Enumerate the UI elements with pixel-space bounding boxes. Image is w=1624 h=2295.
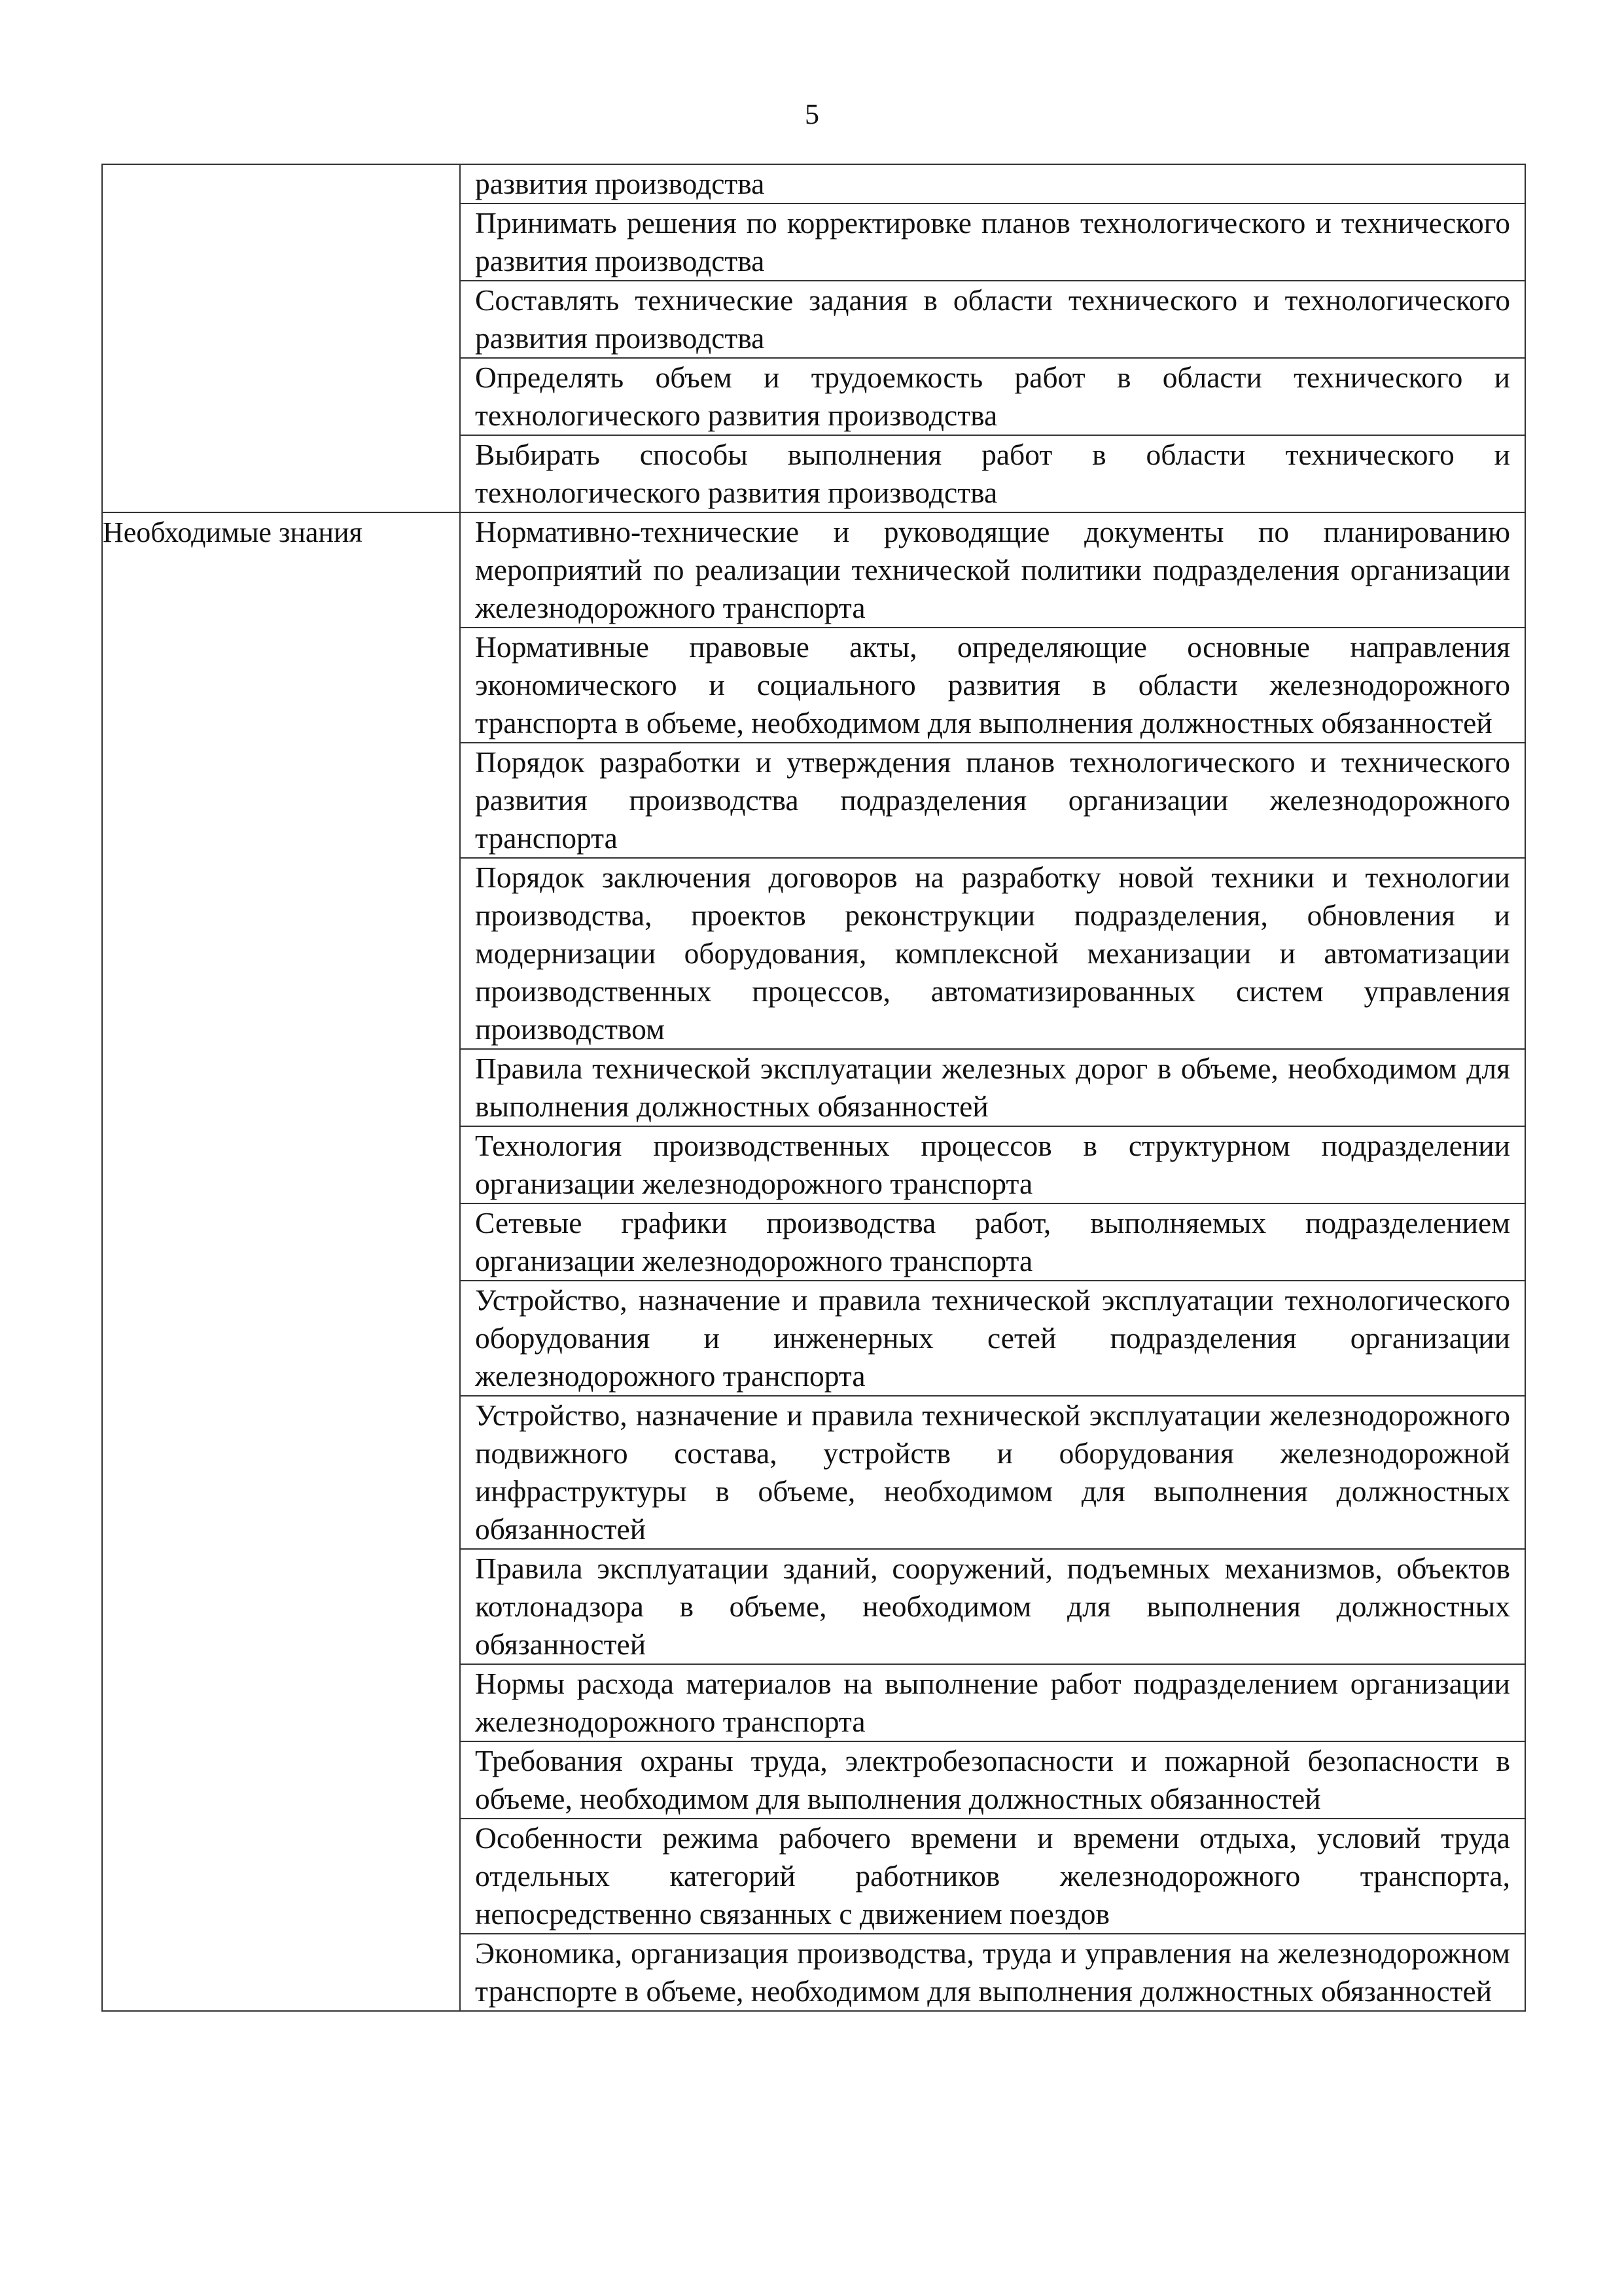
row-label: Необходимые знания [103, 516, 362, 548]
table-cell-item: Правила эксплуатации зданий, сооружений, подъемных механизмов, объектов котлонадзора в объеме, необходимом для выполнения должностных обязанностей [461, 1548, 1525, 1663]
table-cell-item: развития производства [475, 167, 765, 200]
table-cell-item: Устройство, назначение и правила технической эксплуатации технологического оборудования и инженерных сетей подразделения организации железнодорожного транспорта [461, 1280, 1525, 1395]
table-cell-item: Порядок заключения договоров на разработку новой техники и технологии производства, проектов реконструкции подразделения, обновления и модернизации оборудования, комплексной механизации и автоматизации производственных процессов, автоматизированных систем управления производством [461, 857, 1525, 1048]
table-cell-item: Правила технической эксплуатации железных дорог в объеме, необходимом для выполнения должностных обязанностей [461, 1048, 1525, 1126]
table-cell-item: Определять объем и трудоемкость работ в области технического и технологического развития производства [461, 357, 1525, 435]
table-cell-item: Выбирать способы выполнения работ в области технического и технологического развития производства [461, 435, 1525, 512]
table-cell-item: Устройство, назначение и правила технической эксплуатации железнодорожного подвижного состава, устройств и оборудования железнодорожной инфраструктуры в объеме, необходимом для выполнения должностных обязанностей [461, 1395, 1525, 1548]
table-cell-item: Сетевые графики производства работ, выполняемых подразделением организации железнодорожного транспорта [461, 1203, 1525, 1280]
table-cell-item: Принимать решения по корректировке планов технологического и технического развития производства [461, 203, 1525, 280]
row-items-cell [460, 512, 1525, 2011]
table-cell-item: Нормативные правовые акты, определяющие основные направления экономического и социального развития в области железнодорожного транспорта в объеме, необходимом для выполнения должностных обязанностей [461, 627, 1525, 742]
table-row [102, 512, 1525, 2011]
table-row [102, 164, 1525, 512]
table-cell-item: Нормы расхода материалов на выполнение работ подразделением организации железнодорожного транспорта [461, 1663, 1525, 1741]
table-cell-item: Требования охраны труда, электробезопасности и пожарной безопасности в объеме, необходимом для выполнения должностных обязанностей [461, 1741, 1525, 1818]
table-cell-item: Порядок разработки и утверждения планов технологического и технического развития производства подразделения организации железнодорожного транспорта [461, 742, 1525, 857]
row-label-cell [102, 164, 460, 512]
table-cell-item: Технология производственных процессов в структурном подразделении организации железнодорожного транспорта [461, 1126, 1525, 1203]
page-number: 5 [805, 98, 819, 130]
table-cell-item: Составлять технические задания в области технического и технологического развития производства [461, 280, 1525, 357]
requirements-table [101, 164, 1526, 2012]
row-items-cell [460, 164, 1525, 512]
table-cell-item: Экономика, организация производства, труда и управления на железнодорожном транспорте в объеме, необходимом для выполнения должностных обязанностей [461, 1933, 1525, 2010]
table-cell-item: Нормативно-технические и руководящие документы по планированию мероприятий по реализации технической политики подразделения организации железнодорожного транспорта [475, 515, 1510, 624]
table-cell-item: Особенности режима рабочего времени и времени отдыха, условий труда отдельных категорий работников железнодорожного транспорта, непосредственно связанных с движением поездов [461, 1818, 1525, 1933]
row-label-cell [102, 512, 460, 2011]
